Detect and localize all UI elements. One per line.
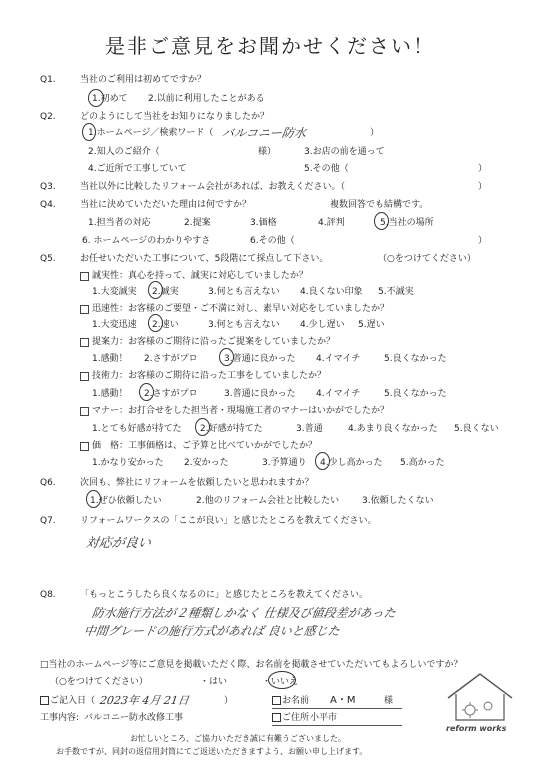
q5-question: お任せいただいた工事について、5段階にて採点して下さい。: [80, 254, 329, 264]
q5-proposal-heading: 提案力：お客様のご期待に沿ったご提案をしていましたか？: [92, 337, 336, 347]
q5-sincerity-opt3[interactable]: 3.何とも言えない: [208, 287, 280, 297]
q2-option-5-close: ）: [478, 164, 488, 174]
q5-manner-opt1[interactable]: 1.とても好感が持てた: [92, 424, 182, 434]
q2-option-4[interactable]: 4.ご近所で工事していて: [88, 164, 187, 174]
q4-option-2[interactable]: 2.提案: [184, 218, 211, 228]
q5-skill-opt4[interactable]: 4.イマイチ: [316, 389, 361, 399]
q5-manner-opt3[interactable]: 3.普通: [296, 424, 323, 434]
q5-sincerity-opt1[interactable]: 1.大変誠実: [92, 287, 137, 297]
q2-option-1-close: ）: [370, 128, 380, 138]
q2-question: どのようにして当社をお知りになりましたか？: [80, 112, 270, 122]
q4-number: Q4.: [40, 200, 56, 210]
name-checkmark: [272, 696, 281, 705]
q4-option-7[interactable]: 6.その他（: [250, 236, 295, 246]
q5-speed-opt1[interactable]: 1.大変迅速: [92, 320, 137, 330]
name-suffix: 様: [384, 696, 394, 706]
address-underline: [272, 725, 402, 726]
thanks-line-2: お手数ですが、同封の返信用封筒にてご返送いただきますよう、お願い申し上げます。: [56, 747, 368, 756]
work-value: バルコニー防水改修工事: [84, 713, 184, 723]
q5-proposal-circle: [219, 348, 234, 366]
consent-note: （○をつけてください）: [50, 677, 148, 687]
q4-option-3[interactable]: 3.価格: [250, 218, 277, 228]
q5-item-checkbox[interactable]: [80, 272, 89, 281]
thanks-line-1: お忙しいところ、ご協力いただき誠に有難うございました。: [130, 734, 346, 743]
q4-note: 複数回答でも結構です。: [330, 200, 429, 210]
q5-skill-opt5[interactable]: 5.良くなかった: [384, 389, 447, 399]
q2-option-5[interactable]: 5.その他（: [304, 164, 349, 174]
consent-answer-circle: [268, 671, 296, 689]
q2-number: Q2.: [40, 112, 56, 122]
q5-item-checkbox[interactable]: [80, 305, 89, 314]
q5-sincerity-opt2[interactable]: 2.誠実: [152, 287, 179, 297]
date-label: ご記入日（: [50, 696, 96, 706]
q5-note: （○をつけてください）: [378, 254, 476, 264]
q5-speed-opt5[interactable]: 5.遅い: [358, 320, 385, 330]
logo-text: reform works: [446, 724, 507, 733]
reform-works-logo-icon: [440, 668, 520, 732]
q5-proposal-opt1[interactable]: 1.感動！: [92, 354, 128, 364]
q3-question: 当社以外に比較したリフォーム会社があれば、お教えください。（: [80, 182, 346, 192]
q1-option-1[interactable]: 1.初めて: [92, 94, 128, 104]
q5-price-opt4[interactable]: 4.少し高かった: [320, 458, 383, 468]
q4-option-5[interactable]: 5.当社の場所: [380, 218, 434, 228]
q2-option-3[interactable]: 3.お店の前を通って: [304, 147, 385, 157]
q4-option-1[interactable]: 1.担当者の対応: [88, 218, 151, 228]
q6-option-3[interactable]: 3.依頼したくない: [362, 496, 434, 506]
q7-question: リフォームワークスの「ここが良い」と感じたところを教えてください。: [80, 516, 377, 526]
q5-item-checkbox[interactable]: [80, 407, 89, 416]
q8-question: 「もっとこうしたら良くなるのに」と感じたところを教えてください。: [80, 590, 369, 600]
consent-question: □当社のホームページ等にご意見を掲載いただく際、お名前を掲載させていただいてもよろしいですか？: [40, 660, 463, 670]
q5-speed-opt2[interactable]: 2.速い: [152, 320, 179, 330]
q2-option-1[interactable]: 1.ホームページ／検索ワード（: [88, 128, 214, 138]
q5-price-circle: [315, 452, 330, 470]
address-checkmark: [272, 713, 281, 722]
consent-no[interactable]: ・いいえ: [262, 677, 299, 687]
q7-number: Q7.: [40, 516, 56, 526]
q5-sincerity-heading: 誠実性：真心を持って、誠実に対応していましたか？: [92, 271, 308, 281]
date-value: 2023年 4月 21日: [99, 694, 190, 707]
q5-item-checkbox[interactable]: [80, 338, 89, 347]
q4-question: 当社に決めていただいた理由は何ですか？: [80, 200, 252, 210]
work-label: 工事内容:: [40, 713, 80, 723]
q5-item-checkbox[interactable]: [80, 442, 89, 451]
q2-option-2-sama: 様）: [258, 147, 277, 157]
q4-option-6[interactable]: 6. ホームページのわかりやすさ: [82, 236, 211, 246]
q8-number: Q8.: [40, 590, 56, 600]
q5-speed-heading: 迅速性：お客様のご要望・ご不満に対し、素早い対応をしていましたか？: [92, 304, 390, 314]
q1-answer-circle: [88, 89, 104, 107]
q5-speed-opt3[interactable]: 3.何とも言えない: [208, 320, 280, 330]
q5-skill-opt3[interactable]: 3.普通に良かった: [224, 389, 296, 399]
q5-skill-heading: 技術力：お客様のご期待に沿った工事をしていましたか？: [92, 371, 327, 381]
q5-skill-circle: [139, 383, 154, 401]
q5-number: Q5.: [40, 254, 56, 264]
q5-proposal-opt2[interactable]: 2.さすがプロ: [144, 354, 198, 364]
address-label: ご住所: [282, 713, 310, 723]
date-checkmark: [40, 696, 49, 705]
name-value: A・M: [330, 695, 356, 706]
q4-answer-circle: [374, 212, 389, 230]
q6-answer-circle: [86, 490, 101, 508]
q5-manner-heading: マナー：お打合せをした担当者・現場施工者のマナーはいかがでしたか？: [92, 406, 390, 416]
q6-option-1[interactable]: 1.ぜひ依頼したい: [90, 496, 162, 506]
q5-skill-opt2[interactable]: 2.さすがプロ: [144, 389, 198, 399]
q5-proposal-opt5[interactable]: 5.良くなかった: [384, 354, 447, 364]
q5-proposal-opt4[interactable]: 4.イマイチ: [316, 354, 361, 364]
q1-option-2[interactable]: 2.以前に利用したことがある: [148, 94, 265, 104]
q4-option-7-close: ）: [478, 236, 488, 246]
q5-speed-circle: [148, 314, 163, 332]
q5-price-opt3[interactable]: 3.予算通り: [262, 458, 307, 468]
q8-answer-line-1: 防水施行方法が２種類しかなく 仕様及び値段差があった: [90, 606, 397, 620]
q5-speed-opt4[interactable]: 4.少し遅い: [300, 320, 345, 330]
q5-sincerity-opt4[interactable]: 4.良くない印象: [300, 287, 363, 297]
q8-answer-line-2: 中間グレードの施行方式があれば 良いと感じた: [82, 624, 341, 638]
q2-search-word: バルコニー防水: [220, 126, 307, 140]
name-label: お名前: [282, 696, 310, 706]
q2-answer-circle: [82, 123, 96, 141]
q3-close: ）: [478, 182, 488, 192]
q5-proposal-opt3[interactable]: 3.普通に良かった: [224, 354, 296, 364]
address-value: 小平市: [310, 713, 338, 723]
q1-question: 当社のご利用は初めてですか？: [80, 75, 207, 85]
q6-question: 次回も、弊社にリフォームを依頼したいと思われますか？: [80, 478, 314, 488]
q5-manner-opt5[interactable]: 5.良くない: [454, 424, 499, 434]
q4-option-4[interactable]: 4.評判: [318, 218, 345, 228]
date-close: ）: [224, 696, 234, 706]
page-title: 是非ご意見をお聞かせください！: [105, 34, 435, 58]
q6-number: Q6.: [40, 478, 56, 488]
q5-price-opt1[interactable]: 1.かなり安かった: [92, 458, 164, 468]
q5-manner-opt4[interactable]: 4.あまり良くなかった: [348, 424, 438, 434]
name-underline: [272, 708, 402, 709]
consent-yes[interactable]: ・はい: [200, 677, 228, 687]
q2-option-2[interactable]: 2.知人のご紹介（: [88, 147, 160, 157]
q5-manner-opt2[interactable]: 2.好感が持てた: [200, 424, 263, 434]
q5-price-heading: 価 格：工事価格は、ご予算と比べていかがでしたか？: [92, 441, 318, 451]
q3-number: Q3.: [40, 182, 56, 192]
q5-manner-circle: [195, 418, 210, 436]
q6-option-2[interactable]: 2.他のリフォーム会社と比較したい: [196, 496, 340, 506]
q1-number: Q1.: [40, 75, 56, 85]
q7-answer: 対応が良い: [84, 536, 152, 551]
q5-item-checkbox[interactable]: [80, 372, 89, 381]
q5-sincerity-circle: [148, 281, 163, 299]
q5-price-opt5[interactable]: 5.高かった: [400, 458, 445, 468]
q5-skill-opt1[interactable]: 1.感動！: [92, 389, 128, 399]
q5-price-opt2[interactable]: 2.安かった: [184, 458, 229, 468]
q5-sincerity-opt5[interactable]: 5.不誠実: [378, 287, 414, 297]
